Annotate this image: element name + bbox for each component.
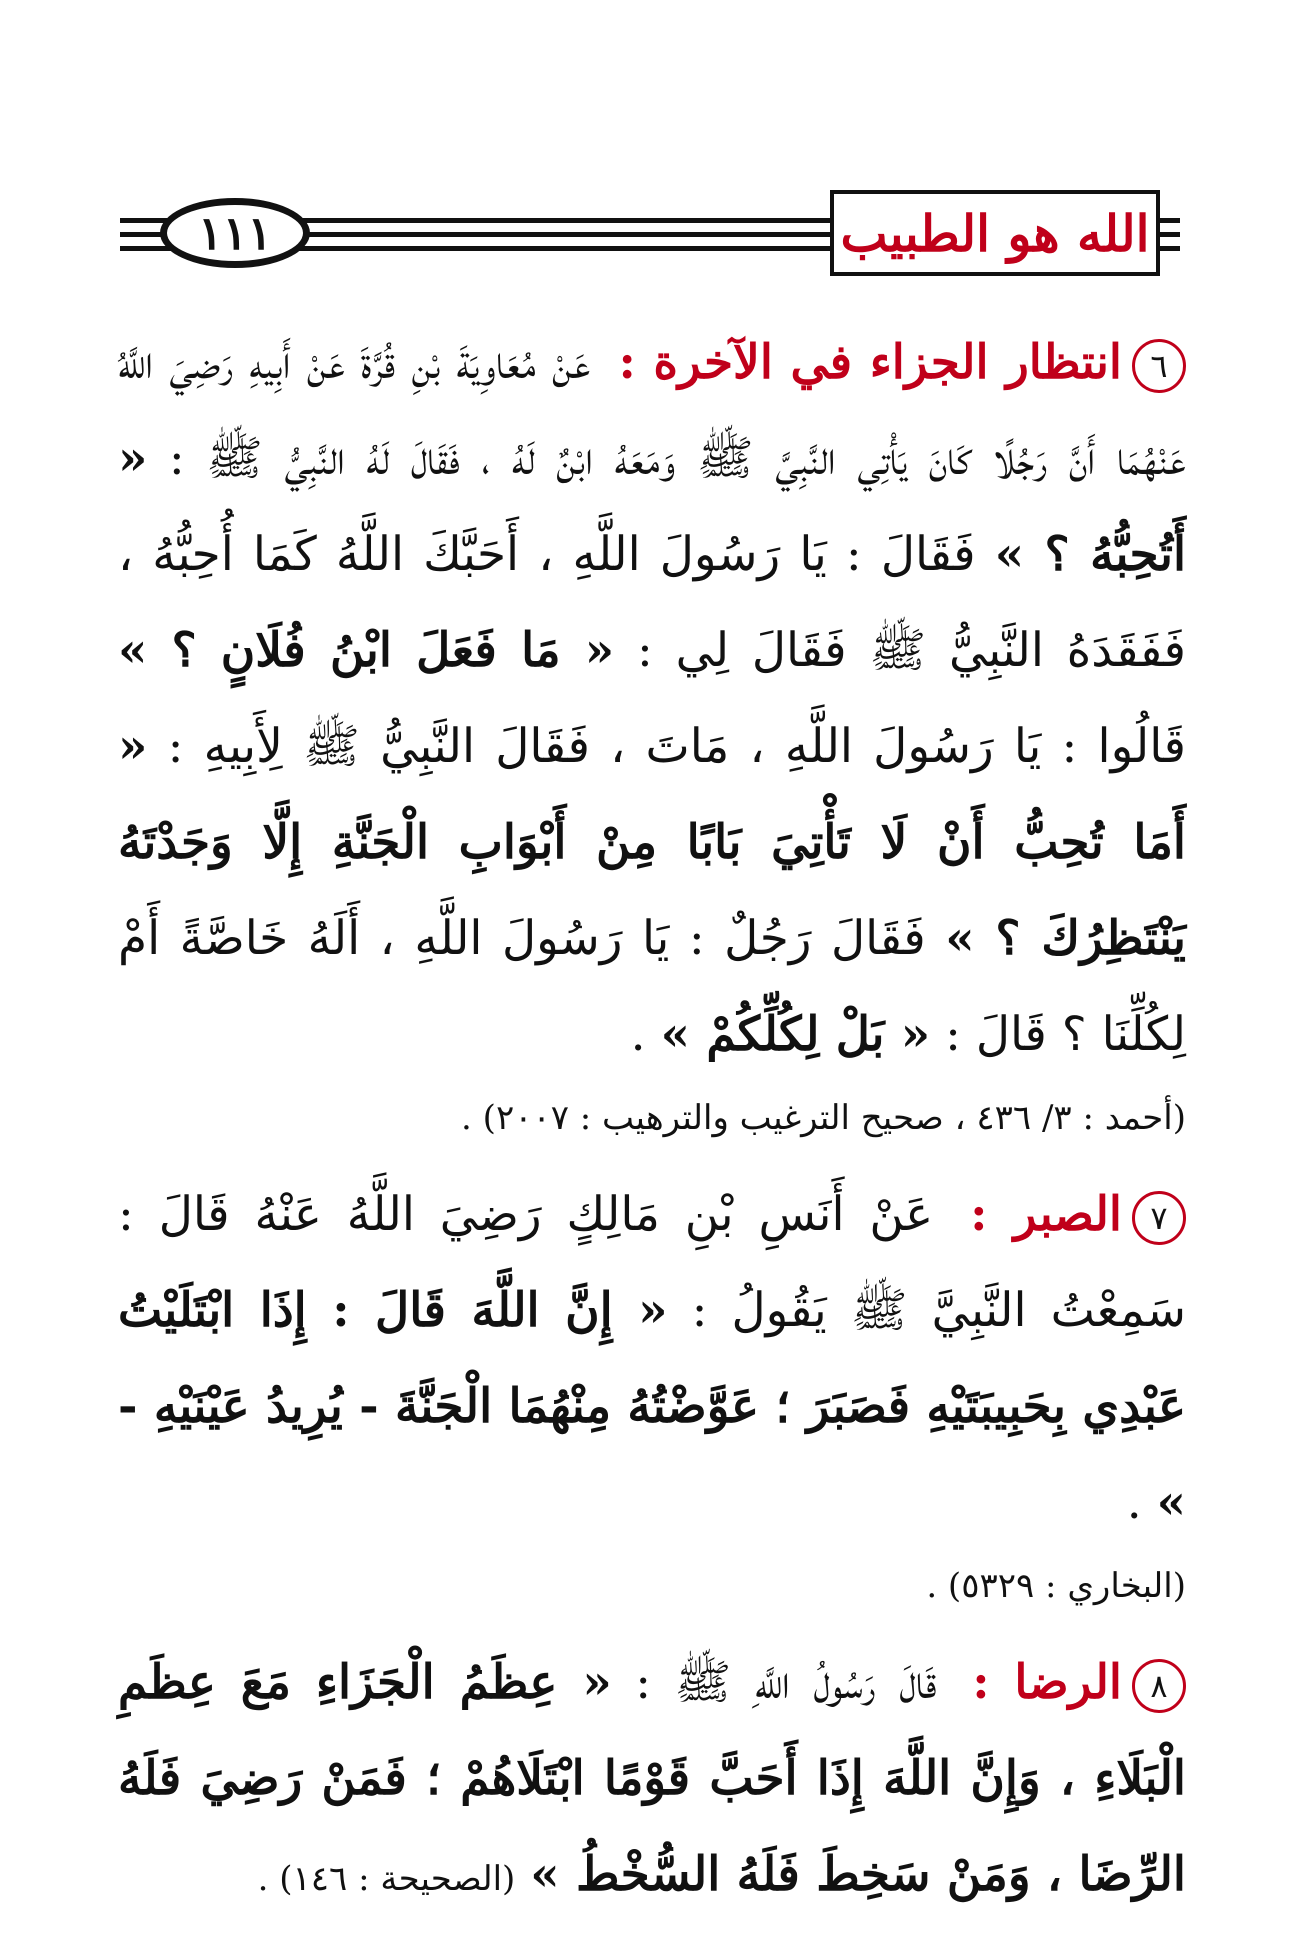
narration-text: قَالُوا : يَا رَسُولَ اللَّهِ ، مَاتَ ، فَقَالَ النَّبِيُّ ﷺ لِأَبِيهِ : [167, 719, 1186, 774]
chapter-title: الله هو الطبيب [830, 190, 1160, 276]
section-8 [118, 1635, 1186, 1927]
narration-text: فَقَالَ : يَا رَسُولَ اللَّهِ ، أَحَبَّكَ اللَّهُ كَمَا أُحِبُّهُ ، فَفَقَدَهُ النَّبِيُّ ﷺ فَقَالَ لِي : [118, 527, 1186, 678]
narration-text: عَنْ أَنَسِ بْنِ مَالِكٍ رَضِيَ اللَّهُ عَنْهُ قَالَ : سَمِعْتُ النَّبِيَّ ﷺ يَقُولُ : [118, 1187, 1186, 1338]
page-body [118, 315, 1186, 1927]
section-heading: الصبر : [970, 1187, 1122, 1242]
page-header [120, 190, 1180, 280]
section-number: ٨ [1132, 1659, 1186, 1713]
narration-text: . [1126, 1475, 1142, 1530]
hadith-quote: « أَمَا تُحِبُّ أَنْ لَا تَأْتِيَ بَابًا مِنْ أَبْوَابِ الْجَنَّةِ إِلَّا وَجَدْتَهُ يَنْتَظِرُكَ ؟ » [118, 719, 1187, 966]
section-heading: الرضا : [972, 1655, 1122, 1710]
source-reference: (الصحيحة : ١٤٦) . [257, 1859, 516, 1899]
section-number: ٧ [1132, 1191, 1186, 1245]
hadith-quote: « بَلْ لِكُلِّكُمْ » [660, 1007, 931, 1062]
hadith-quote: « مَا فَعَلَ ابْنُ فُلَانٍ ؟ » [118, 623, 615, 678]
section-7 [118, 1167, 1186, 1551]
page-number: ١١١ [160, 198, 310, 268]
narration-text: عَنْ مُعَاوِيَةَ بْنِ قُرَّةَ عَنْ أَبِيهِ رَضِيَ اللَّهُ عَنْهُمَا أَنَّ رَجُلًا كَانَ يَأْتِي النَّبِيَّ ﷺ وَمَعَهُ ابْنٌ لَهُ ، فَقَالَ لَهُ النَّبِيُّ ﷺ : [118, 335, 1186, 486]
hadith-quote: « عِظَمُ الْجَزَاءِ مَعَ عِظَمِ الْبَلَاءِ ، وَإِنَّ اللَّهَ إِذَا أَحَبَّ قَوْمًا ابْتَلَاهُمْ ؛ فَمَنْ رَضِيَ فَلَهُ الرِّضَا ، وَمَنْ سَخِطَ فَلَهُ السُّخْطُ » [118, 1655, 1186, 1902]
section-number: ٦ [1132, 339, 1186, 393]
narration-text: قَالَ رَسُولُ اللَّهِ ﷺ : [635, 1655, 937, 1710]
hadith-quote: « أَتُحِبُّهُ ؟ » [118, 431, 1187, 582]
section-6 [118, 315, 1186, 1083]
narration-text: . [630, 1007, 646, 1062]
source-reference: (أحمد : ٣/ ٤٣٦ ، صحيح الترغيب والترهيب : ٢٠٠٧) . [461, 1098, 1186, 1138]
hadith-quote: « إِنَّ اللَّهَ قَالَ : إِذَا ابْتَلَيْتُ عَبْدِي بِحَبِيبَتَيْهِ فَصَبَرَ ؛ عَوَّضْتُهُ مِنْهُمَا الْجَنَّةَ - يُرِيدُ عَيْنَيْهِ - » [118, 1283, 1186, 1530]
narration-text: فَقَالَ رَجُلٌ : يَا رَسُولَ اللَّهِ ، أَلَهُ خَاصَّةً أَمْ لِكُلِّنَا ؟ قَالَ : [118, 911, 1186, 1062]
source-reference: (البخاري : ٥٣٢٩) . [926, 1566, 1186, 1606]
section-heading: انتظار الجزاء في الآخرة : [618, 335, 1122, 390]
